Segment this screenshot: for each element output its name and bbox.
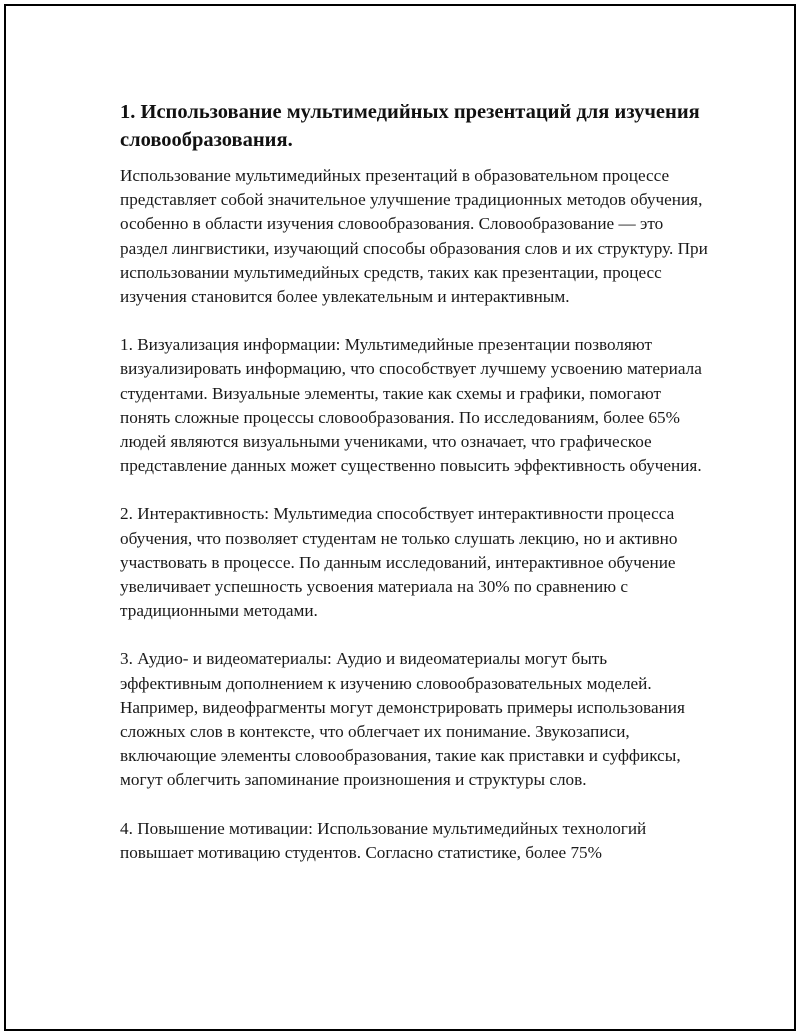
- section-heading: 1. Использование мультимедийных презентаций для изучения словообразования.: [120, 101, 700, 151]
- visualization-paragraph: 1. Визуализация информации: Мультимедийные презентации позволяют визуализировать информацию, что способствует лучшему усвоению материала студентами. Визуальные элементы, такие как схемы и графики, помогают понять сложные процессы словообразования. По исследованиям, более 65% людей являются визуальными учениками, что означает, что графическое представление данных может существенно повысить эффективность обучения.: [120, 335, 702, 476]
- page-frame: [4, 4, 796, 1031]
- document-body: [120, 98, 710, 865]
- audio-video-paragraph: 3. Аудио- и видеоматериалы: Аудио и видеоматериалы могут быть эффективным дополнением к изучению словообразовательных моделей. Например, видеофрагменты могут демонстрировать примеры использования сложных слов в контексте, что облегчает их понимание. Звукозаписи, включающие элементы словообразования, такие как приставки и суффиксы, могут облегчить запоминание произношения и структуры слов.: [120, 649, 685, 790]
- motivation-paragraph: 4. Повышение мотивации: Использование мультимедийных технологий повышает мотивацию студентов. Согласно статистике, более 75%: [120, 818, 647, 862]
- interactivity-paragraph: 2. Интерактивность: Мультимедиа способствует интерактивности процесса обучения, что позволяет студентам не только слушать лекцию, но и активно участвовать в процессе. По данным исследований, интерактивное обучение увеличивает успешность усвоения материала на 30% по сравнению с традиционными методами.: [120, 504, 678, 621]
- intro-paragraph: Использование мультимедийных презентаций в образовательном процессе представляет собой значительное улучшение традиционных методов обучения, особенно в области изучения словообразования. Словообразование — это раздел лингвистики, изучающий способы образования слов и их структуру. При использовании мультимедийных средств, таких как презентации, процесс изучения становится более увлекательным и интерактивным.: [120, 166, 708, 307]
